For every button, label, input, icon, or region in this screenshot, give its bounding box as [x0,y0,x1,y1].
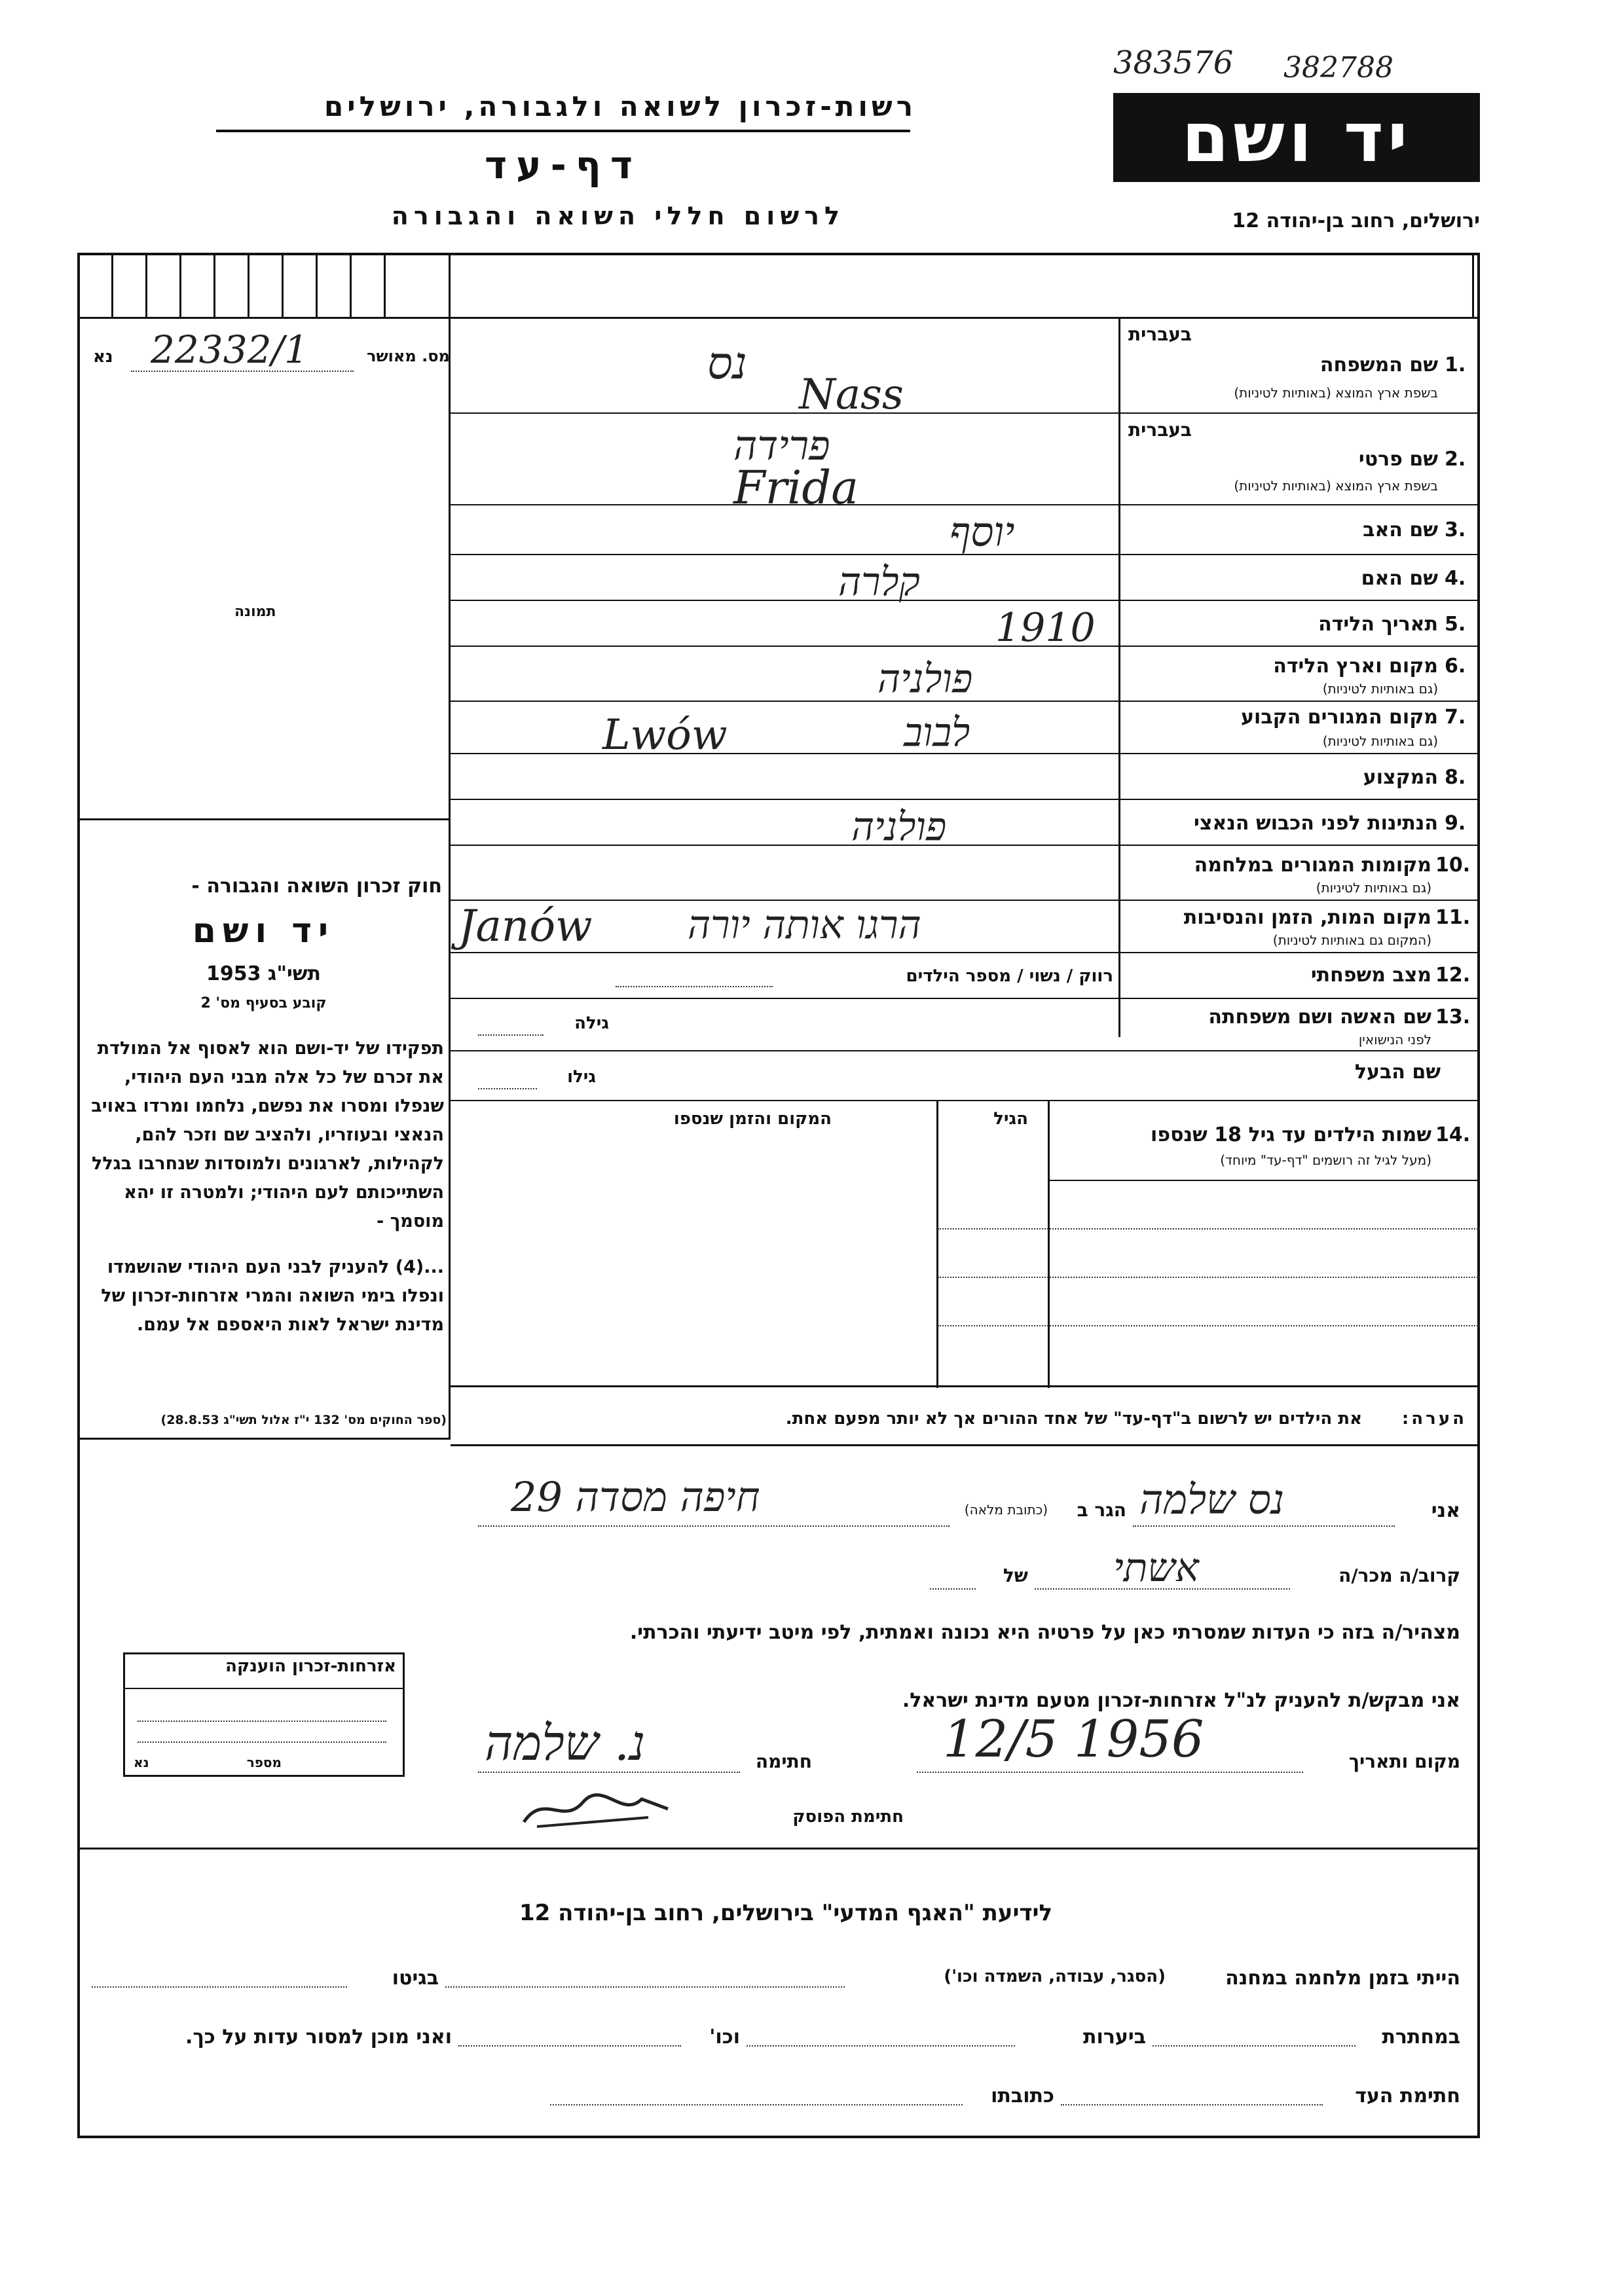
witness-i-label: אני [1431,1499,1460,1522]
place-date-value: 12/5 1956 [943,1710,1204,1769]
law-paragraph-1: תפקידו של יד-ושם הוא לאסוף אל המולדת את זכרם של כל אלה מבני העם היהודי, שנפלו ומסרו את נפשם, נלחמו ומרדו באויב הנאצי ובעוזריו, ולהציב שם וזכר להם, לקהילות, לארגונים ולמוסדות שנחרבו בגלל השתייכותם לעם היהודי; ולמטרה זו יהא מוסמך - [91,1038,444,1231]
bottom-line1-a: הייתי בזמן מלחמה במחנה [1225,1967,1460,1990]
field-3-value: יוסף [950,508,1015,556]
witness-of-label: של [1003,1565,1028,1586]
field-2-lang: בעברית [1128,419,1192,441]
witness-signature: נ. שלמה [485,1715,646,1772]
witness-resident-label: הגר ב [1077,1499,1126,1521]
law-section: קובע בסעיף מס' 2 [200,995,327,1011]
registration-label: מס. מאושר [367,347,450,365]
note-label: הערה: [1401,1409,1467,1429]
form-title: דף-עד [484,143,642,187]
note-text: את הילדים יש לרשום ב"דף-עד" של אחד ההורים אך לא יותר מפעם אחת. [785,1409,1362,1429]
law-name: יד ושם [192,911,335,951]
field-4-number: 4. [1445,567,1466,590]
bottom-line3-a: חתימת העד [1355,2085,1460,2107]
field-2-sub: בשפת ארץ המוצא (באותיות לטיניות) [1234,478,1438,494]
field-13-sub: לפני הנישואין [1358,1032,1431,1048]
registration-abbr: נא [93,347,113,367]
field-12-label: מצב משפחתי [1310,964,1431,987]
stamp-box-title: אזרחות-זכרון הוענקה [225,1656,396,1676]
field-13-age-f: גילה [574,1013,609,1033]
field-5-value: 1910 [995,605,1096,651]
children-place-header: המקום והזמן שנספו [673,1109,832,1129]
stamp-number-2: 382788 [1283,51,1393,84]
witness-request: אני מבקש/ת להעניק לנ"ל אזרחות-זכרון מטעם מדינת ישראל. [902,1689,1460,1712]
field-11-number: 11. [1435,906,1471,929]
field-3-number: 3. [1445,519,1466,541]
field-2-value-latin: Frida [733,461,858,515]
official-signature-mark [517,1786,674,1832]
law-year: תשי"ג 1953 [206,962,322,985]
yad-vashem-address: ירושלים, רחוב בן-יהודה 12 [1232,210,1480,232]
field-9-number: 9. [1445,812,1466,835]
field-6-number: 6. [1445,655,1466,678]
field-5-label: תאריך הלידה [1318,613,1438,636]
authority-title: רשות-זכרון לשואה ולגבורה, ירושלים [323,90,917,122]
witness-name: נס שלמה [1139,1476,1285,1523]
law-title: חוק זכרון השואה והגבורה - [191,875,442,898]
field-6-value: פולניה [877,656,973,702]
field-7-label: מקום המגורים הקבוע [1241,706,1438,729]
field-13-number: 13. [1435,1006,1471,1029]
field-3-label: שם האב [1363,519,1438,541]
bottom-line1-b: (הסגר, עבודה, השמדה וכו') [944,1967,1166,1986]
witness-resident-sub: (כתובת מלאה) [964,1502,1048,1518]
bottom-line3-b: כתובתו [991,2085,1054,2107]
field-11-value-latin: Janów [458,901,593,951]
law-reference: (ספר החוקים מס' 132 י"ז אלול תשי"ג 28.8.53) [160,1413,447,1427]
field-8-label: המקצוע [1363,766,1438,789]
form-subtitle: לרשום חללי השואה והגבורה [391,202,845,230]
bottom-line2-b: ביערות [1083,2026,1146,2049]
witness-relative-label: קרוב/ה מכר/ה [1338,1565,1460,1586]
photo-label: תמונה [234,604,276,620]
field-8-number: 8. [1445,766,1466,789]
field-6-label: מקום וארץ הלידה [1273,655,1438,678]
bottom-line2-c: וכו' [709,2026,740,2049]
witness-declaration: מצהיר/ה בזה כי העדות שמסרתי כאן על פרטיה היא נכונה ואמתית, לפי מיטב ידיעתי והכרתי. [629,1621,1460,1644]
bottom-title: לידיעת "האגף המדעי" בירושלים, רחוב בן-יהודה 12 [519,1900,1053,1926]
law-paragraph-2: ...(4) להעניק לבני העם היהודי שהושמדו ונפלו בימי השואה והמרי אזרחות-זכרון של מדינת ישראל לאות היאספם אל עמם. [101,1257,444,1335]
field-12-options: רווק / נשוי / מספר הילדים [906,966,1113,986]
stamp-number-1: 383576 [1113,45,1234,81]
field-4-value: קלרה [838,559,920,605]
field-9-value: פולניה [851,804,947,850]
field-11-label: מקום המות, הזמן והנסיבות [1183,906,1431,929]
witness-relative-value: אשתי [1113,1545,1199,1591]
field-14-label: שמות הילדים עד גיל 18 שנספו [1151,1123,1431,1146]
field-7-value-he: לבוב [904,710,970,756]
field-5-number: 5. [1445,613,1466,636]
field-11-sub: (המקום גם באותיות לטיניות) [1272,932,1431,948]
field-2-value-he: פרידה [733,422,830,469]
registration-number: 22332/1 [151,327,308,372]
witness-address: חיפה מסדה 29 [511,1473,760,1521]
field-13-label: שם האשה ושם משפחתה [1208,1006,1431,1029]
field-14-sub: (מעל לגיל זה רושמים "דף-עד" מיוחד) [1220,1152,1431,1168]
field-4-label: שם האם [1361,567,1438,590]
field-7-sub: (גם באותיות לטיניות) [1322,733,1438,749]
stamp-box-number-label: מספר [246,1755,282,1770]
field-1-lang: בעברית [1128,323,1192,345]
field-10-sub: (גם באותיות לטיניות) [1316,880,1431,896]
field-7-number: 7. [1445,706,1466,729]
official-signature-label: חתימת הפוסק [792,1807,904,1827]
bottom-line2-d: ואני מוכן למסור עדות על כך. [185,2026,452,2049]
field-1-sub: בשפת ארץ המוצא (באותיות לטיניות) [1234,385,1438,401]
field-11-value-he: הרגו אותה יורה [688,902,921,948]
field-13-age-m: גילו [567,1067,596,1087]
field-2-label: שם פרטי [1358,448,1438,471]
place-date-label: מקום ותאריך [1348,1751,1460,1772]
field-14-number: 14. [1435,1123,1471,1146]
field-1-label: שם המשפחה [1320,354,1438,376]
field-10-number: 10. [1435,854,1471,877]
field-9-label: הנתינות לפני הכבוש הנאצי [1194,812,1438,835]
stamp-box-number-abbr: נא [134,1755,149,1770]
field-1-value-he: נס [707,338,747,390]
signature-label: חתימה [755,1751,812,1772]
children-age-header: הגיל [993,1109,1028,1129]
field-6-sub: (גם באותיות לטיניות) [1322,681,1438,697]
field-1-value-latin: Nass [799,371,904,419]
bottom-line2-a: במחתרת [1382,2026,1460,2049]
husband-label: שם הבעל [1354,1061,1441,1084]
yad-vashem-logo: יד ושם [1113,93,1480,182]
bottom-line1-c: בגיטו [392,1967,439,1990]
field-10-label: מקומות המגורים במלחמה [1194,854,1431,877]
field-7-value-latin: Lwów [602,711,728,759]
field-12-number: 12. [1435,964,1471,987]
field-2-number: 2. [1445,448,1466,471]
field-1-number: 1. [1445,354,1466,376]
